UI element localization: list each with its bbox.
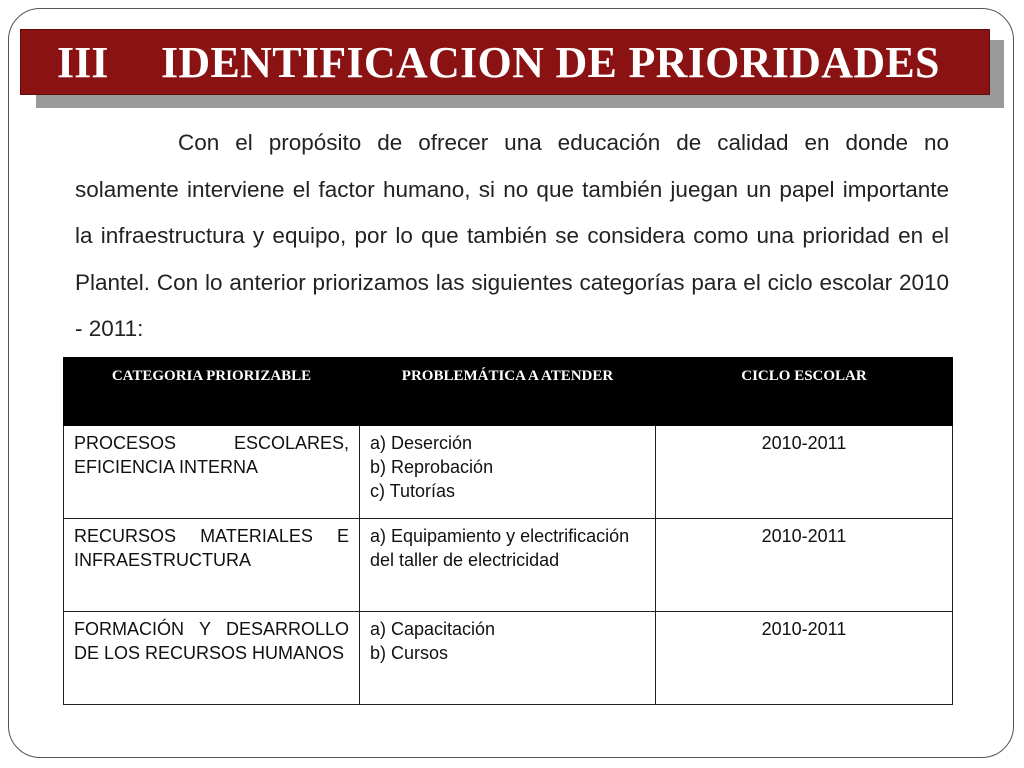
table-row: [64, 426, 953, 519]
title-bar: [20, 29, 990, 95]
table-row: [64, 612, 953, 705]
cycle-cell: 2010-2011: [656, 426, 953, 519]
cycle-cell: 2010-2011: [656, 612, 953, 705]
problem-cell: [360, 426, 656, 519]
problem-item: c) Tutorías: [370, 481, 456, 501]
problem-item: b) Reprobación: [370, 457, 494, 477]
table-row: [64, 519, 953, 612]
priorities-table: [63, 357, 953, 705]
header-problem: PROBLEMÁTICA A ATENDER: [360, 358, 656, 426]
category-cell: PROCESOS ESCOLARES, EFICIENCIA INTERNA: [64, 426, 360, 519]
problem-item: a) Equipamiento y electrificación del taller de electricidad: [370, 526, 630, 570]
cycle-cell: 2010-2011: [656, 519, 953, 612]
problem-item: b) Cursos: [370, 643, 449, 663]
table-header-row: [64, 358, 953, 426]
page-title: IDENTIFICACION DE PRIORIDADES: [161, 38, 940, 87]
problem-cell: [360, 612, 656, 705]
header-category: CATEGORIA PRIORIZABLE: [64, 358, 360, 426]
problem-item: a) Capacitación: [370, 619, 496, 639]
section-number: III: [57, 38, 109, 87]
intro-paragraph: Con el propósito de ofrecer una educación de calidad en donde no solamente interviene el factor humano, si no que también juegan un papel importante la infraestructura y equipo, por lo que también se considera como una prioridad en el Plantel. Con lo anterior priorizamos las siguientes categorías para el ciclo escolar 2010 - 2011:: [75, 130, 949, 341]
problem-cell: [360, 519, 656, 612]
category-cell: FORMACIÓN Y DESARROLLO DE LOS RECURSOS HUMANOS: [64, 612, 360, 705]
header-cycle: CICLO ESCOLAR: [656, 358, 953, 426]
problem-item: a) Deserción: [370, 433, 473, 453]
category-cell: RECURSOS MATERIALES E INFRAESTRUCTURA: [64, 519, 360, 612]
